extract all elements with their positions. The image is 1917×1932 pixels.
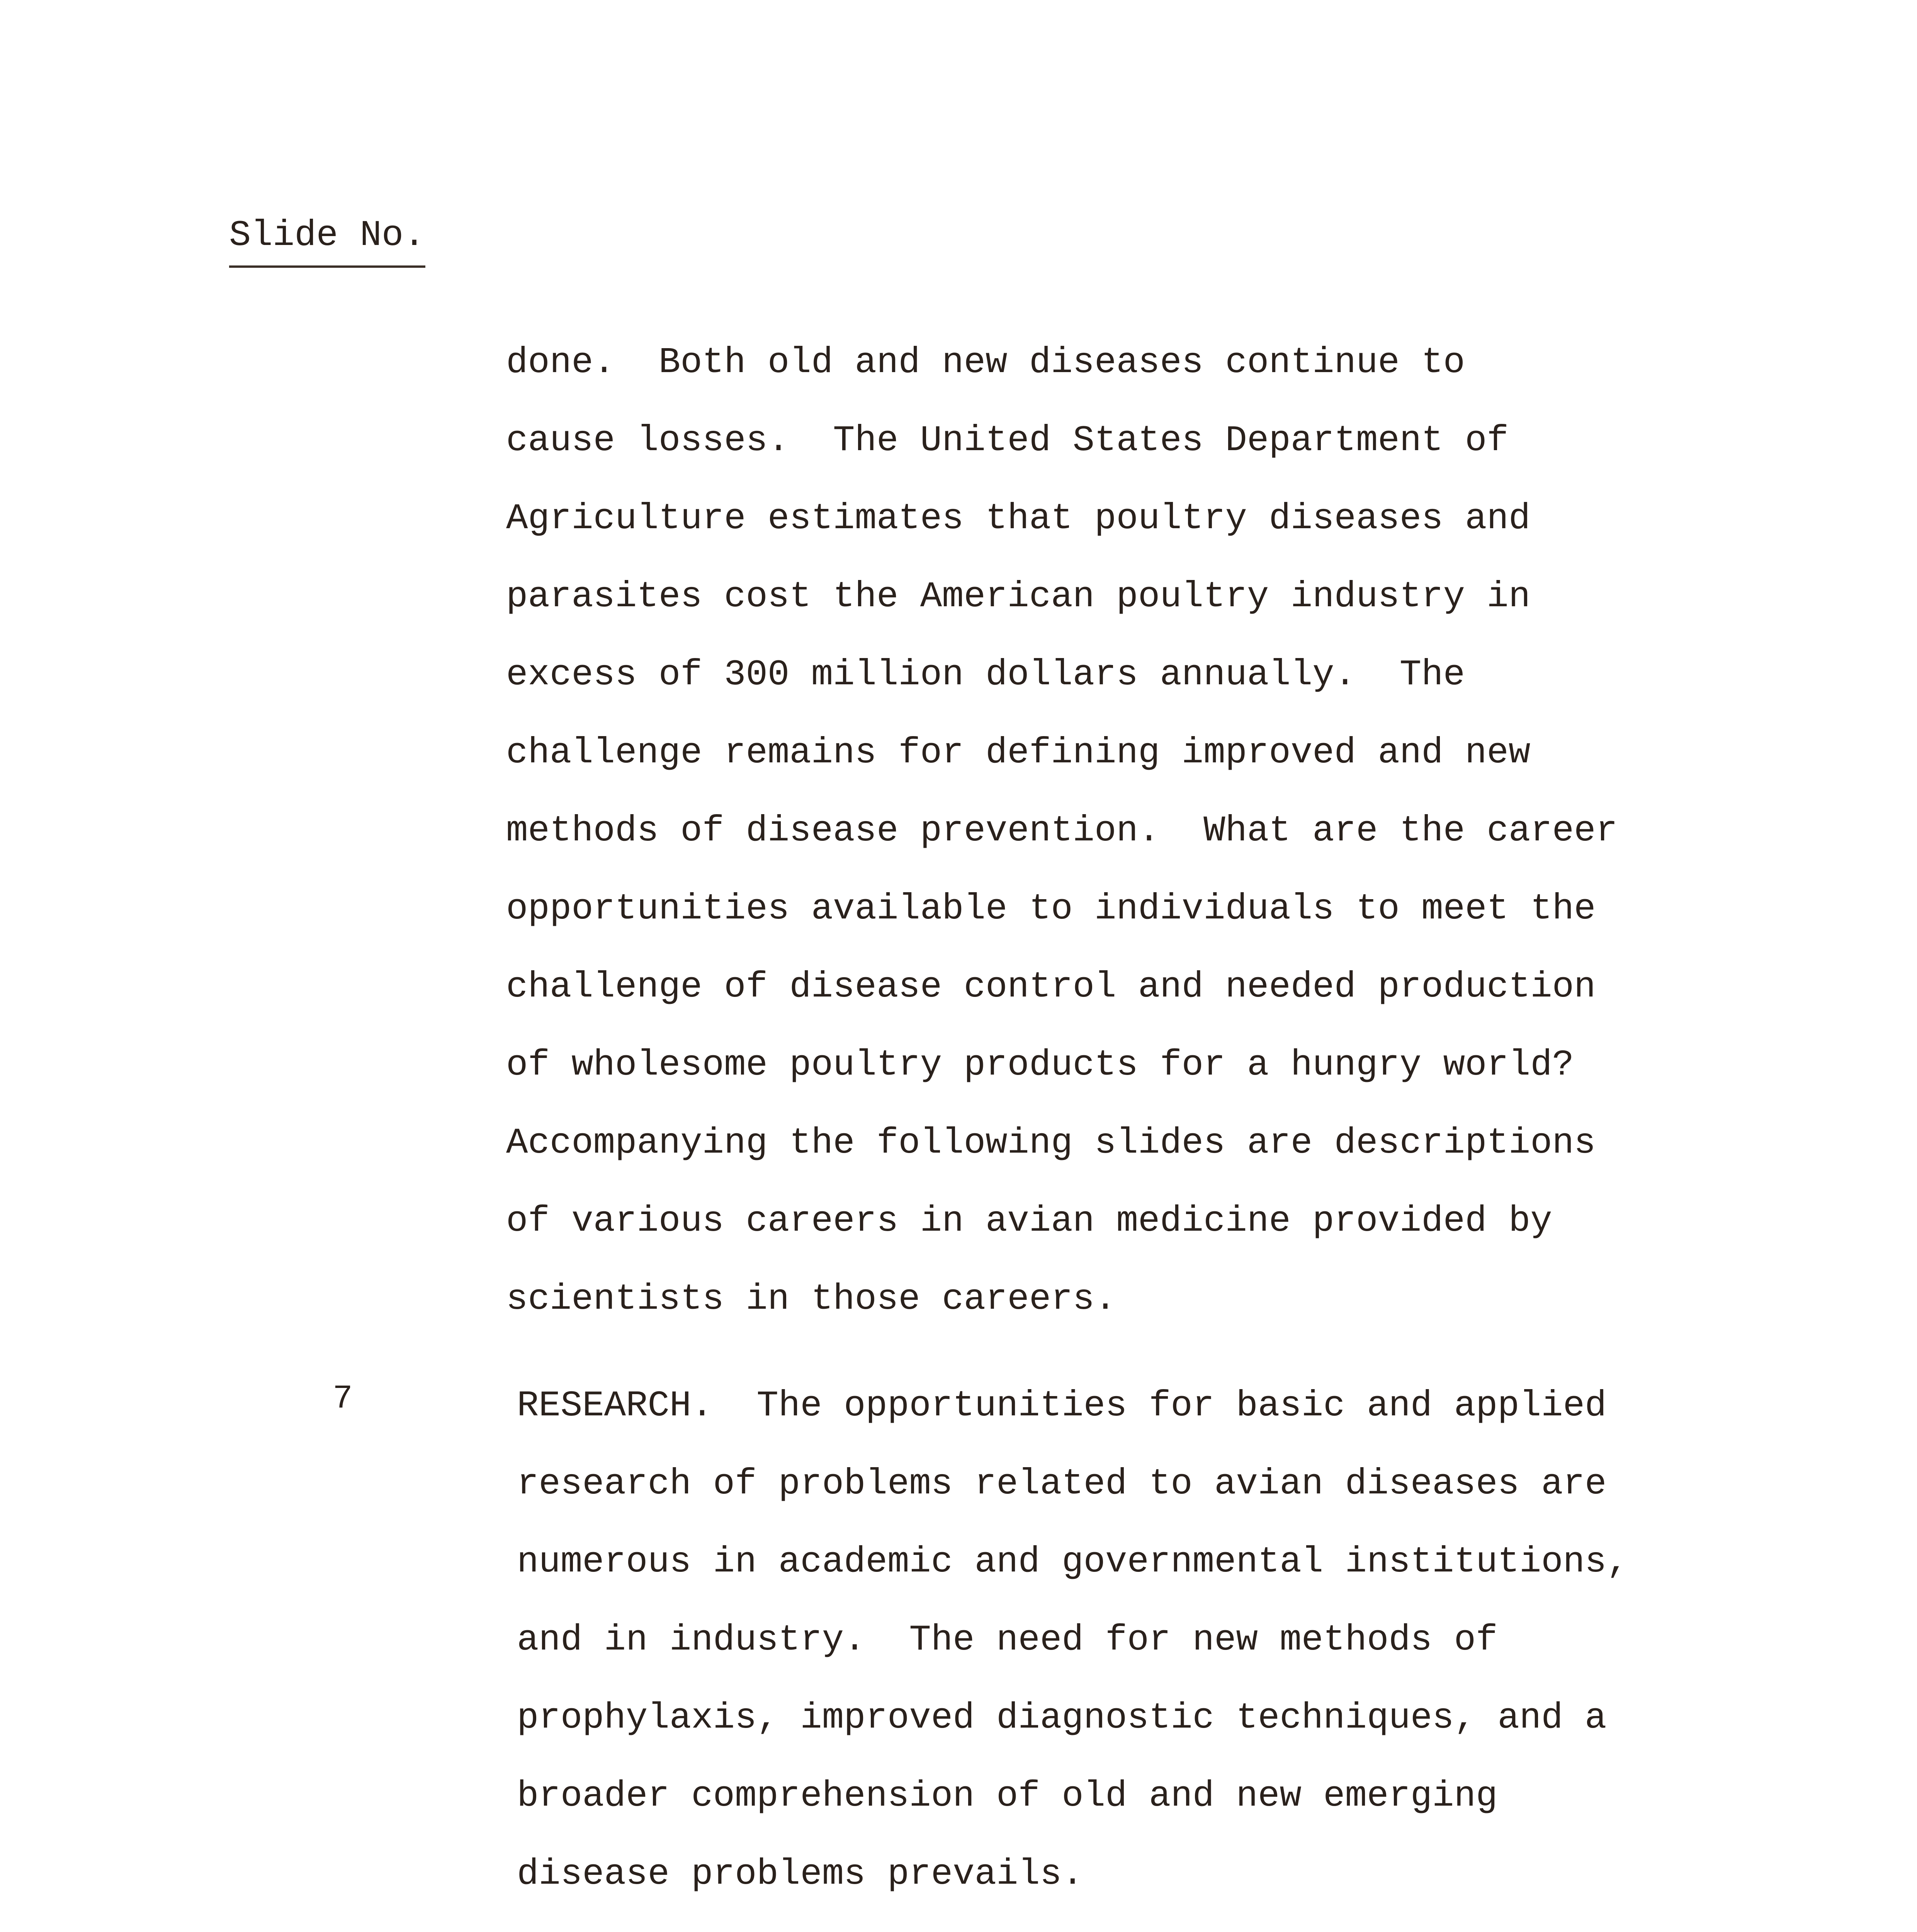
text-line: scientists in those careers. [506, 1279, 1117, 1320]
text-line: broader comprehension of old and new emerging [517, 1776, 1498, 1817]
text-line: RESEARCH. The opportunities for basic and applied [517, 1386, 1607, 1427]
text-line: done. Both old and new diseases continue to [506, 342, 1465, 383]
text-line: research of problems related to avian diseases are [517, 1464, 1607, 1505]
intro-paragraph [506, 324, 1618, 1338]
slide-number-7: 7 [333, 1380, 353, 1418]
text-line: methods of disease prevention. What are the career [506, 811, 1618, 852]
text-line: prophylaxis, improved diagnostic techniques, and a [517, 1698, 1607, 1739]
text-line: Accompanying the following slides are descriptions [506, 1123, 1596, 1164]
text-line: of wholesome poultry products for a hungry world? [506, 1045, 1574, 1086]
text-line: Agriculture estimates that poultry diseases and [506, 498, 1531, 539]
text-line: opportunities available to individuals to meet the [506, 889, 1596, 930]
text-line: and in industry. The need for new methods of [517, 1620, 1498, 1661]
text-line: parasites cost the American poultry industry in [506, 577, 1531, 617]
text-line: disease problems prevails. [517, 1854, 1084, 1895]
slide-number-column-header: Slide No. [229, 211, 425, 268]
text-line: of various careers in avian medicine provided by [506, 1201, 1552, 1242]
text-line: excess of 300 million dollars annually. The [506, 655, 1465, 696]
text-line: challenge remains for defining improved and new [506, 733, 1531, 774]
slide-7-paragraph [517, 1367, 1628, 1913]
text-line: cause losses. The United States Department of [506, 420, 1509, 461]
text-line: numerous in academic and governmental institutions, [517, 1542, 1628, 1583]
text-line: challenge of disease control and needed production [506, 967, 1596, 1008]
